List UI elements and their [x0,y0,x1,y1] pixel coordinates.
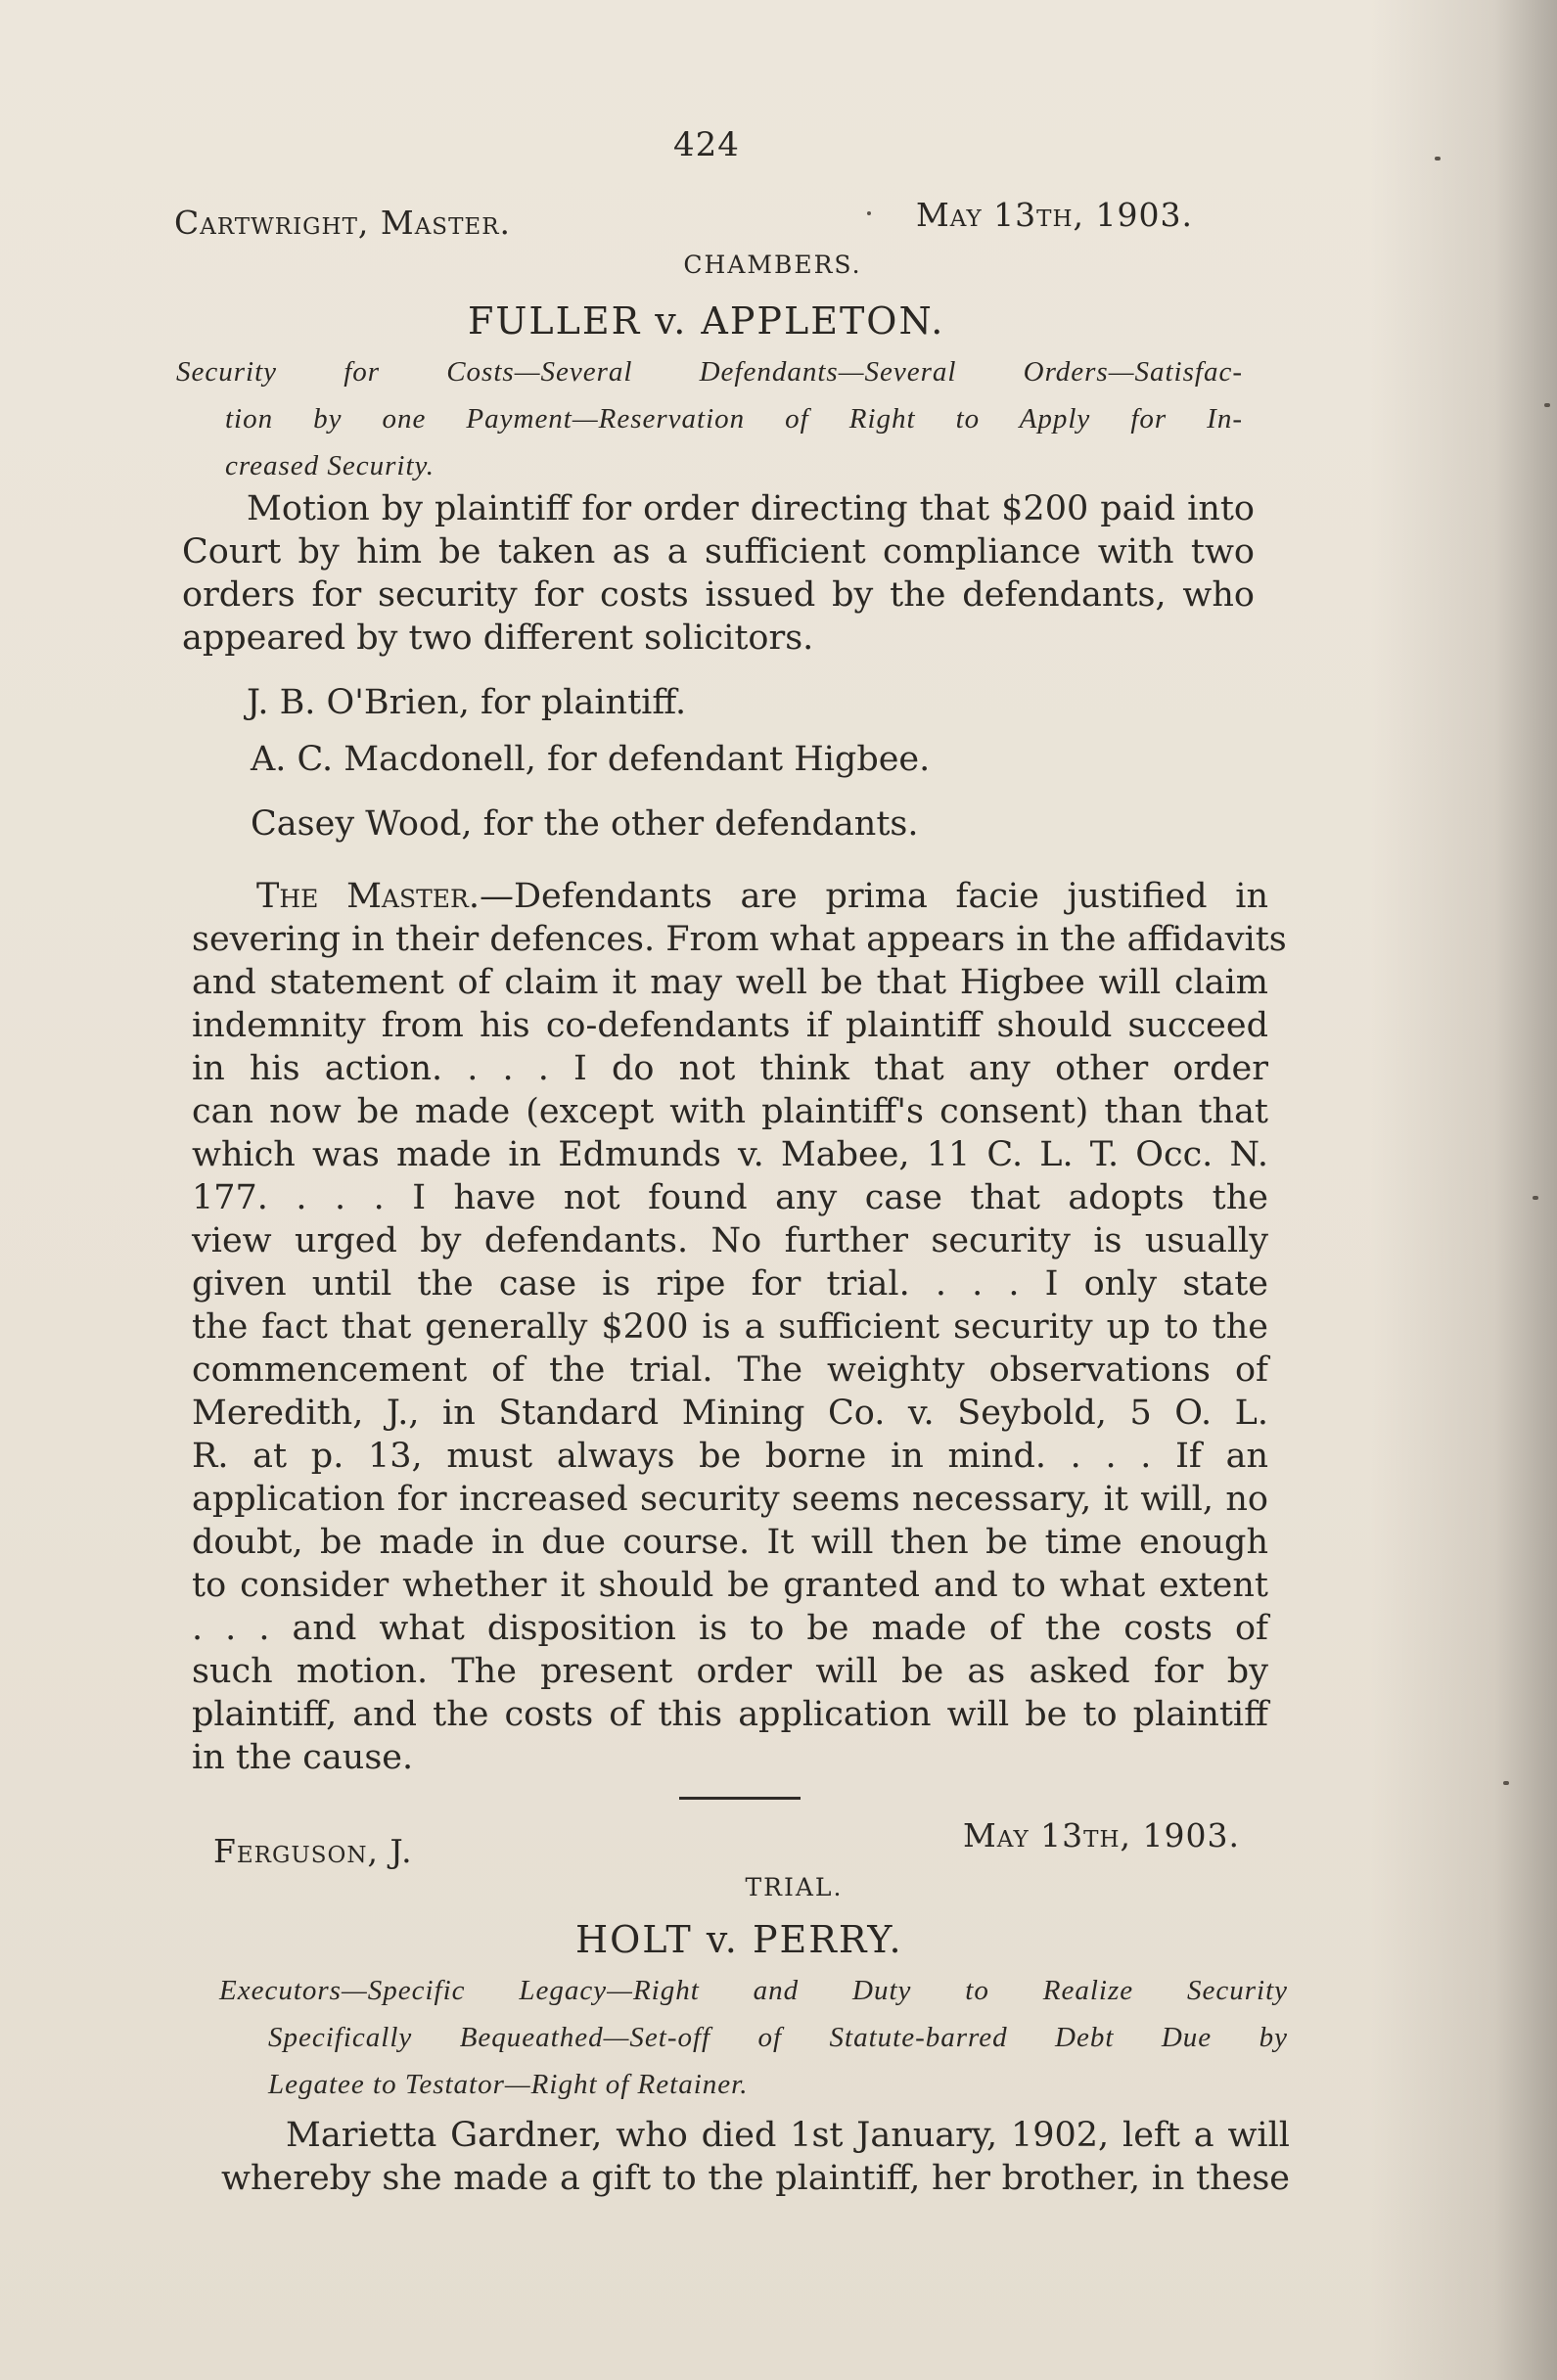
motion-line: orders for security for costs issued by the defendants, who [182,575,1255,615]
judgment-line: severing in their defences. From what appears in the affidavits [192,920,1287,959]
judgment-line: . . . and what disposition is to be made of the costs of [192,1609,1268,1648]
judgment-line: in the cause. [192,1738,414,1777]
body-line: whereby she made a gift to the plaintiff, her brother, in these [221,2159,1290,2198]
judgment-line: Meredith, J., in Standard Mining Co. v. Seybold, 5 O. L. [192,1394,1268,1433]
page-number: 424 [673,125,740,164]
judgment-line: application for increased security seems necessary, it will, no [192,1480,1268,1519]
section-divider [679,1797,801,1800]
judgment-line: R. at p. 13, must always be borne in mind. . . . If an [192,1437,1268,1476]
judgment-line: commencement of the trial. The weighty observations of [192,1350,1268,1390]
case1-judge: Cartwright, Master. [174,204,512,242]
paper-speck [867,211,871,215]
judgment-line: given until the case is ripe for trial. . . . I only state [192,1264,1268,1304]
judgment-line: 177. . . . I have not found any case that adopts the [192,1178,1268,1217]
judgment-line: in his action. . . . I do not think that any other order [192,1049,1268,1088]
case2-judge: Ferguson, J. [213,1832,413,1870]
judgment-line: and statement of claim it may well be that Higbee will claim [192,963,1268,1002]
counsel-plaintiff: J. B. O'Brien, for plaintiff. [247,683,687,722]
motion-line: Court by him be taken as a sufficient compliance with two [182,532,1255,572]
judgment-line: to consider whether it should be granted and to what extent [192,1566,1268,1605]
paper-speck [1435,157,1441,160]
judgment-line: doubt, be made in due course. It will then be time enough [192,1523,1268,1562]
judgment-speaker: The Master. [256,877,480,916]
headnote-line: Security for Costs—Several Defendants—Several Orders—Satisfac- [176,356,1243,388]
case1-date: May 13th, 1903. [916,196,1193,234]
paper-speck [1533,1196,1538,1200]
headnote-line: creased Security. [225,450,435,481]
paper-speck [1544,403,1550,407]
motion-line: Motion by plaintiff for order directing that $200 paid into [247,489,1255,528]
headnote-line: Executors—Specific Legacy—Right and Duty to Realize Security [219,1975,1288,2006]
headnote-line: Specifically Bequeathed—Set-off of Statute-barred Debt Due by [268,2022,1288,2053]
paper-speck [1503,1781,1509,1785]
judgment-line: view urged by defendants. No further security is usually [192,1221,1268,1260]
case1-headnote [176,348,1243,489]
case1-motion [182,487,1255,660]
case2-date: May 13th, 1903. [963,1816,1240,1854]
counsel-other-defendants: Casey Wood, for the other defendants. [251,804,919,844]
judgment-line: such motion. The present order will be as asked for by [192,1652,1268,1691]
judgment-line: —Defendants are prima facie justified in [479,877,1268,916]
case2-headnote [219,1967,1288,2108]
body-line: Marietta Gardner, who died 1st January, 1902, left a will [286,2116,1290,2155]
motion-line: appeared by two different solicitors. [182,618,814,658]
case2-title: HOLT v. PERRY. [575,1918,903,1961]
counsel-defendant-higbee: A. C. Macdonell, for defendant Higbee. [251,740,931,779]
case2-body [221,2114,1290,2200]
headnote-line: Legatee to Testator—Right of Retainer. [268,2069,749,2100]
judgment-line: the fact that generally $200 is a sufficient security up to the [192,1307,1268,1347]
case1-venue: CHAMBERS. [683,251,862,279]
headnote-line: tion by one Payment—Reservation of Right to Apply for In- [225,403,1243,435]
judgment-line: plaintiff, and the costs of this application will be to plaintiff [192,1695,1268,1734]
case2-venue: TRIAL. [745,1873,844,1901]
judgment-line: indemnity from his co-defendants if plaintiff should succeed [192,1006,1268,1045]
judgment-line: can now be made (except with plaintiff's consent) than that [192,1092,1268,1131]
case1-judgment [192,875,1287,1779]
judgment-line: which was made in Edmunds v. Mabee, 11 C. L. T. Occ. N. [192,1135,1268,1174]
case1-title: FULLER v. APPLETON. [468,299,945,343]
